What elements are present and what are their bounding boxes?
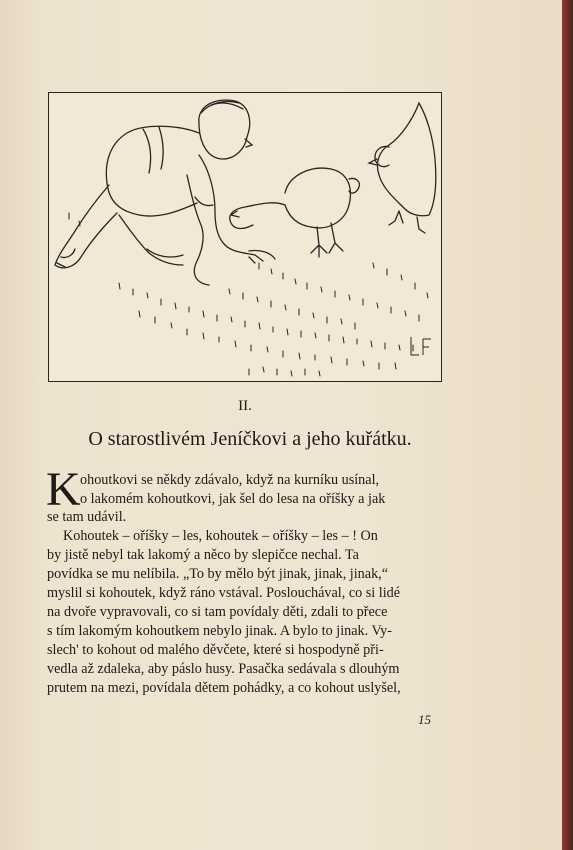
grass-strokes [69, 213, 428, 376]
text-line: Kohoutek – oříšky – les, kohoutek – oříšky – les – ! On [63, 528, 378, 544]
monogram-lf [411, 337, 431, 355]
text-line: slech' to kohout od malého děvčete, které si hospodyně při- [47, 642, 384, 658]
text-line: povídka se mu nelíbila. „To by mělo být jinak, jinak, jinak,“ [47, 566, 389, 582]
chapter-number: II. [238, 398, 252, 414]
text-line: myslil si kohoutek, když ráno vstával. Poslouchával, co si lidé [47, 585, 401, 601]
text-line: prutem na mezi, povídala dětem pohádky, a co kohout uslyšel, [47, 680, 401, 696]
book-cover-edge [562, 0, 573, 850]
text-line: s tím lakomým kohoutkem nebylo jinak. A bylo to jinak. Vy- [47, 623, 392, 639]
text-line: o lakomém kohoutkovi, jak šel do lesa na oříšky a jak [80, 491, 386, 507]
illustration-boy-with-chicks [48, 92, 442, 382]
drop-cap: K [46, 463, 81, 516]
text-line: by jistě nebyl tak lakomý a něco by slepičce nechal. Ta [47, 547, 359, 563]
text-line: vedla až zdaleka, aby páslo husy. Pasačka sedávala s dlouhým [47, 661, 400, 677]
text-line: ohoutkovi se někdy zdávalo, když na kurníku usínal, [80, 472, 380, 488]
text-line: na dvoře vypravovali, co si tam povídaly děti, zdali to přece [47, 604, 388, 620]
chapter-title: O starostlivém Jeníčkovi a jeho kuřátku. [88, 428, 412, 450]
text-line: se tam udávil. [47, 509, 127, 525]
page-number: 15 [418, 712, 431, 727]
line-drawing [49, 93, 441, 381]
